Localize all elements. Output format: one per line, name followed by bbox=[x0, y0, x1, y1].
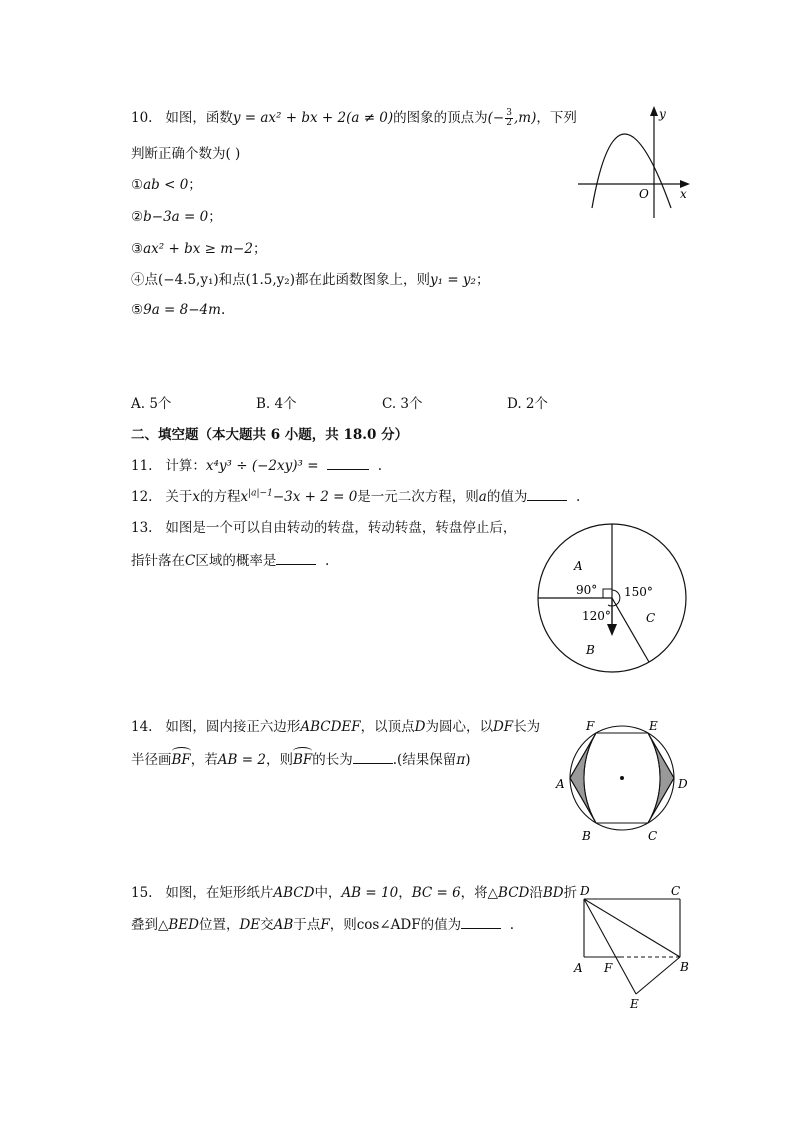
q14-arc-bf: BF bbox=[171, 752, 191, 768]
arc-bf bbox=[584, 733, 596, 823]
label-f: F bbox=[604, 961, 613, 975]
q10-line2: 判断正确个数为( ) bbox=[131, 146, 241, 162]
q11-answer-blank[interactable] bbox=[327, 455, 369, 470]
q15-de: DE bbox=[239, 917, 261, 933]
q10-option-b[interactable]: B. 4个 bbox=[256, 396, 297, 412]
q10-s1-end: ； bbox=[188, 177, 202, 193]
q10-option-c[interactable]: C. 3个 bbox=[382, 396, 423, 412]
q15-rect: ABCD bbox=[273, 885, 315, 901]
q13-answer-blank[interactable] bbox=[276, 550, 316, 565]
q14-line1 bbox=[131, 717, 540, 737]
q13-number: 13. bbox=[131, 520, 153, 536]
q12-expr-rest: −3x + 2 = 0 bbox=[272, 489, 358, 505]
q12-mid: 的方程 bbox=[199, 489, 241, 505]
q11-number: 11. bbox=[131, 458, 153, 474]
q14-arc-bf-2: BF bbox=[292, 752, 313, 768]
radius-lower-right bbox=[612, 598, 649, 662]
label-e: E bbox=[649, 719, 658, 733]
fold-de bbox=[584, 899, 636, 994]
q10-vertex-fraction bbox=[505, 109, 513, 128]
q10-s5-mark: ⑤ bbox=[131, 302, 144, 318]
q10-s4-text: 点(−4.5,y₁)和点(1.5,y₂)都在此函数图象上，则 bbox=[144, 272, 430, 288]
q11-lead: 计算： bbox=[165, 458, 206, 474]
angle-90-label: 90° bbox=[576, 583, 598, 597]
q14-segment-df: DF bbox=[492, 719, 514, 735]
q15-rectangle-figure bbox=[570, 882, 696, 1012]
q12-expr-exponent: |a|−1 bbox=[248, 488, 273, 499]
q14-text-2f: ) bbox=[465, 752, 471, 768]
q14-text-2c: ，则 bbox=[265, 752, 293, 768]
q10-line1 bbox=[131, 108, 577, 128]
q14-condition: AB = 2 bbox=[217, 752, 266, 768]
fold-eb bbox=[636, 957, 680, 994]
q11-expr: x⁴y³ ÷ (−2xy)³ = bbox=[205, 458, 319, 474]
q15-triangle-bcd: △BCD bbox=[487, 885, 530, 901]
q10-s4-end: ； bbox=[475, 272, 490, 288]
x-axis-label: x bbox=[680, 187, 687, 201]
q13-line1 bbox=[131, 518, 516, 538]
q13-end: . bbox=[324, 553, 330, 569]
q10-frac-num: 3 bbox=[506, 108, 512, 118]
q15-answer-blank[interactable] bbox=[461, 914, 501, 929]
q14-hexagon: ABCDEF bbox=[300, 719, 361, 735]
q10-s2-mark: ② bbox=[131, 209, 144, 225]
q12-var: x bbox=[192, 489, 200, 505]
q15-text-2a: 叠到 bbox=[131, 917, 158, 933]
q14-text-2b: ，若 bbox=[190, 752, 218, 768]
q13-spinner-figure bbox=[534, 520, 694, 680]
q15-bc: BC = 6 bbox=[411, 885, 461, 901]
label-d: D bbox=[678, 777, 688, 791]
q15-text-1b: 中， bbox=[314, 885, 342, 901]
q10-s1-expr: ab < 0 bbox=[143, 177, 189, 193]
label-d: D bbox=[580, 884, 590, 898]
q10-lead: 如图，函数 bbox=[165, 110, 233, 126]
q15-bd: BD bbox=[542, 885, 564, 901]
q10-option-a[interactable]: A. 5个 bbox=[131, 396, 172, 412]
q15-cos-expr: cos∠ADF bbox=[356, 917, 421, 933]
region-b-label: B bbox=[586, 643, 595, 657]
q14-text-1d: 长为 bbox=[513, 719, 541, 735]
q14-point-d: D bbox=[414, 719, 426, 735]
q10-vertex-open: (− bbox=[487, 110, 505, 126]
label-a: A bbox=[556, 777, 565, 791]
q10-statement-4 bbox=[131, 270, 489, 290]
q10-s1-mark: ① bbox=[131, 177, 144, 193]
q10-s4-mark: ④ bbox=[131, 272, 145, 288]
q15-text-1a: 如图，在矩形纸片 bbox=[165, 885, 274, 901]
parabola-curve bbox=[592, 134, 671, 208]
q13-text-2a: 指针落在 bbox=[131, 553, 185, 569]
q15-ab: AB = 10 bbox=[341, 885, 399, 901]
q12-answer-blank[interactable] bbox=[527, 486, 567, 501]
right-shaded-region bbox=[648, 733, 674, 823]
q10-mid: 的图象的顶点为 bbox=[393, 110, 488, 126]
q13-var-c: C bbox=[185, 553, 196, 569]
q12-mid2: 是一元二次方程，则 bbox=[357, 489, 479, 505]
left-shaded-region bbox=[570, 733, 596, 823]
q14-line2 bbox=[131, 749, 470, 770]
q10-s5-end: . bbox=[220, 302, 226, 318]
q14-answer-blank[interactable] bbox=[353, 749, 393, 764]
q15-text-2f: 的值为 bbox=[420, 917, 462, 933]
q10-s3-expr: ax² + bx ≥ m−2 bbox=[143, 241, 253, 257]
q15-number: 15. bbox=[131, 885, 153, 901]
angle-120-label: 120° bbox=[582, 609, 611, 623]
q14-text-2a: 半径画 bbox=[131, 752, 172, 768]
q15-line1 bbox=[131, 883, 577, 903]
q15-text-1d: 沿 bbox=[529, 885, 543, 901]
q15-end: . bbox=[509, 917, 514, 933]
q14-number: 14. bbox=[131, 719, 153, 735]
q15-text-1c: ，将 bbox=[460, 885, 488, 901]
label-f: F bbox=[586, 719, 595, 733]
q10-option-d[interactable]: D. 2个 bbox=[507, 396, 549, 412]
q13-line2 bbox=[131, 550, 329, 571]
q10-s5-expr: 9a = 8−4m bbox=[143, 302, 221, 318]
q10-vertex-close: ,m) bbox=[513, 110, 537, 126]
q12-number: 12. bbox=[131, 489, 153, 505]
label-a: A bbox=[574, 961, 583, 975]
arc-ce bbox=[648, 733, 660, 823]
q10-frac-den: 2 bbox=[506, 118, 512, 128]
q15-text-2e: ，则 bbox=[329, 917, 357, 933]
q12-end: . bbox=[575, 489, 581, 505]
label-c: C bbox=[671, 884, 681, 898]
q14-text-2e: .(结果保留 bbox=[392, 752, 457, 768]
q15-text-2b: 位置， bbox=[198, 917, 240, 933]
q11-line bbox=[131, 455, 382, 476]
label-e: E bbox=[630, 997, 639, 1011]
q10-statement-1 bbox=[131, 175, 202, 195]
q15-triangle-bed: △BED bbox=[158, 917, 199, 933]
q12-expr-base: x bbox=[240, 489, 249, 505]
q14-text-2d: 的长为 bbox=[312, 752, 353, 768]
q12-lead: 关于 bbox=[165, 489, 193, 505]
q10-number: 10. bbox=[131, 110, 153, 126]
origin-label: O bbox=[639, 187, 649, 201]
q14-text-1c: 为圆心，以 bbox=[425, 719, 493, 735]
q13-text-1: 如图是一个可以自由转动的转盘，转动转盘，转盘停止后， bbox=[165, 520, 517, 536]
diagonal-db bbox=[584, 899, 680, 957]
q15-ab2: AB bbox=[273, 917, 294, 933]
q10-s2-end: ； bbox=[208, 209, 222, 225]
q14-pi: π bbox=[456, 752, 466, 768]
label-b: B bbox=[582, 829, 591, 843]
q10-s3-end: ； bbox=[252, 241, 267, 257]
q12-var2: a bbox=[478, 489, 487, 505]
q11-end: . bbox=[377, 458, 382, 474]
q10-s4-expr: y₁ = y₂ bbox=[429, 272, 476, 288]
angle-150-label: 150° bbox=[624, 585, 653, 599]
q14-hexagon-figure bbox=[552, 716, 696, 846]
q15-text-2d: 于点 bbox=[293, 917, 321, 933]
q14-text-1a: 如图，圆内接正六边形 bbox=[165, 719, 301, 735]
q15-line2 bbox=[131, 914, 514, 935]
y-axis-arrow-icon bbox=[650, 106, 658, 116]
q10-statement-5 bbox=[131, 300, 225, 320]
q10-statement-3 bbox=[131, 239, 266, 259]
q10-statement-2 bbox=[131, 207, 222, 227]
q12-tail: 的值为 bbox=[486, 489, 528, 505]
region-a-label: A bbox=[574, 559, 583, 573]
q15-text-1e: 折 bbox=[563, 885, 578, 901]
q10-function: y = ax² + bx + 2(a ≠ 0) bbox=[232, 110, 394, 126]
q10-tail: ，下列 bbox=[536, 110, 577, 126]
q10-s2-expr: b−3a = 0 bbox=[143, 209, 209, 225]
q13-text-2b: 区域的概率是 bbox=[195, 553, 277, 569]
y-axis-label: y bbox=[659, 107, 666, 121]
q10-s3-mark: ③ bbox=[131, 241, 144, 257]
q15-point-f: F bbox=[320, 917, 330, 933]
q15-text-2c: 交 bbox=[260, 917, 274, 933]
right-angle-mark bbox=[603, 589, 612, 598]
q12-line bbox=[131, 486, 580, 507]
pointer-arrow-icon bbox=[607, 624, 617, 636]
label-b: B bbox=[680, 960, 689, 974]
label-c: C bbox=[648, 829, 658, 843]
region-c-label: C bbox=[646, 611, 656, 625]
q15-comma: ， bbox=[398, 885, 412, 901]
center-dot bbox=[620, 776, 624, 780]
section-heading: 二、填空题（本大题共 6 小题，共 18.0 分） bbox=[131, 427, 409, 443]
q14-text-1b: ，以顶点 bbox=[360, 719, 415, 735]
q10-parabola-graph bbox=[574, 100, 694, 220]
